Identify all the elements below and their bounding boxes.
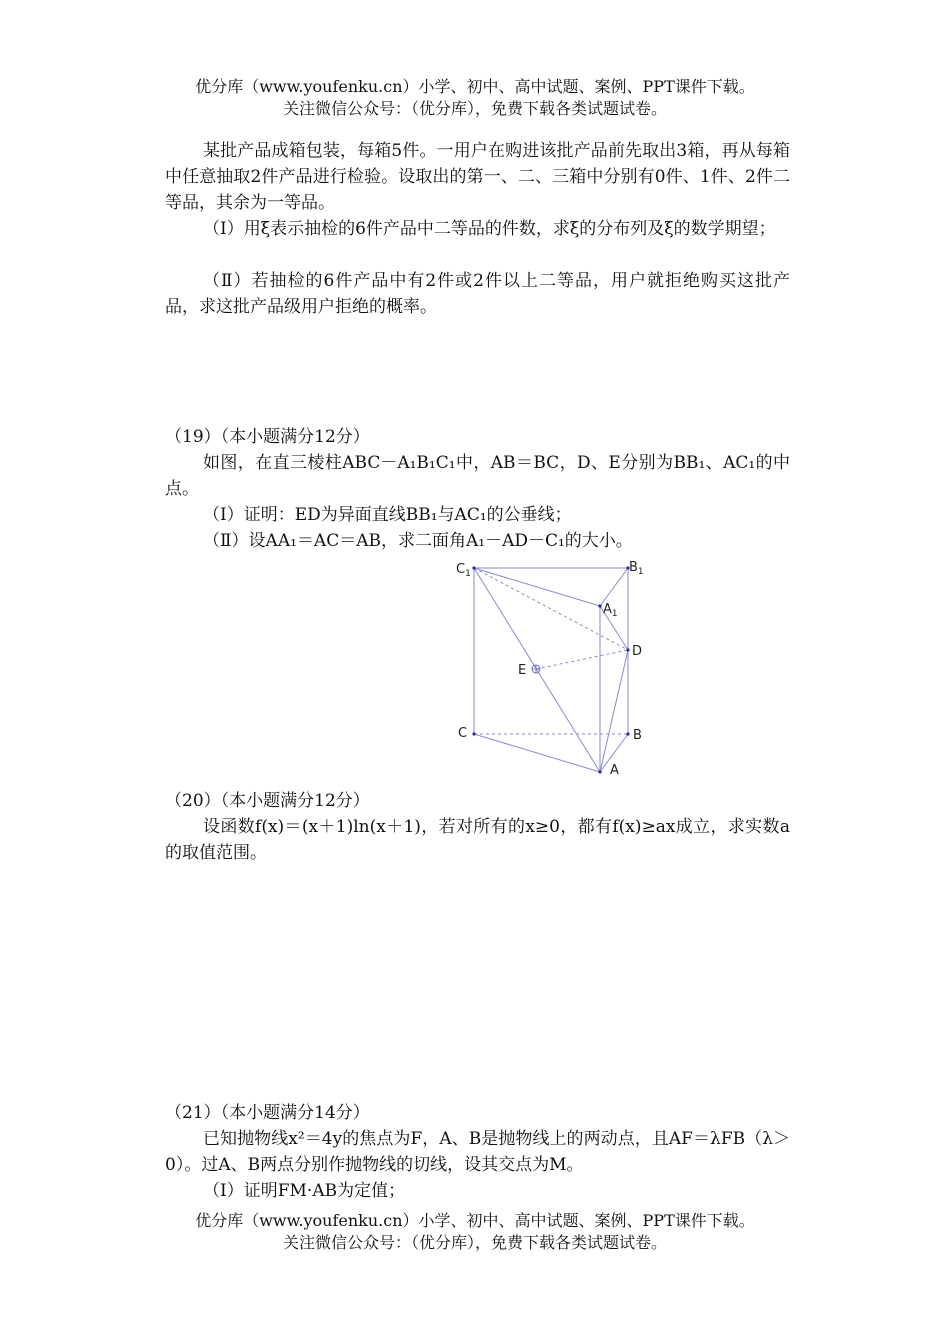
label-b1: $B_1$: [629, 560, 644, 577]
q19-part-1: （Ⅰ）证明：ED为异面直线BB₁与AC₁的公垂线；: [203, 505, 572, 525]
footer-line-2: 关注微信公众号：（优分库），免费下载各类试题试卷。: [282, 1233, 667, 1252]
point-c: [472, 732, 475, 735]
point-a: [598, 770, 601, 773]
q19-title: （19）（本小题满分12分）: [165, 427, 370, 447]
q21-part-1: （Ⅰ）证明FM·AB为定值；: [203, 1181, 406, 1201]
label-d: D: [632, 644, 643, 659]
q19-part-2: （Ⅱ）设AA₁＝AC＝AB，求二面角A₁－AD－C₁的大小。: [203, 531, 633, 551]
point-b: [626, 732, 629, 735]
segment-c1-a: [474, 568, 600, 772]
q20-body: 设函数f(x)＝(x＋1)ln(x＋1)，若对所有的x≥0，都有f(x)≥ax成立，求实数a的取值范围。: [165, 817, 790, 863]
prism-figure: [440, 558, 660, 780]
edge-c1-a1: [474, 568, 600, 606]
label-a1: $A_1$: [603, 602, 618, 619]
label-a: A: [610, 763, 619, 778]
point-e-marker: [532, 665, 540, 673]
q21-title: （21）（本小题满分14分）: [165, 1103, 370, 1123]
q19-intro: 如图，在直三棱柱ABC－A₁B₁C₁中，AB＝BC，D、E分别为BB₁、AC₁的中点。: [165, 453, 790, 499]
header-line-2: 关注微信公众号：（优分库），免费下载各类试题试卷。: [282, 99, 667, 118]
q21-intro: 已知抛物线x²＝4y的焦点为F，A、B是抛物线上的两动点，且AF＝λFB（λ＞0）。过A、B两点分别作抛物线的切线，设其交点为M。: [165, 1129, 790, 1175]
q18-part-2: （Ⅱ）若抽检的6件产品中有2件或2件以上二等品，用户就拒绝购买这批产品，求这批产品级用户拒绝的概率。: [165, 271, 790, 317]
point-c1: [472, 566, 475, 569]
label-c1: $C_1$: [456, 562, 471, 579]
q18-intro: 某批产品成箱包装，每箱5件。一用户在购进该批产品前先取出3箱，再从每箱中任意抽取2件产品进行检验。设取出的第一、二、三箱中分别有0件、1件、2件二等品，其余为一等品。: [165, 141, 790, 213]
q18-part-1: （Ⅰ）用ξ表示抽检的6件产品中二等品的件数，求ξ的分布列及ξ的数学期望；: [203, 219, 776, 239]
segment-e-d: [536, 650, 628, 669]
header-line-1: 优分库（www.youfenku.cn）小学、初中、高中试题、案例、PPT课件下载。: [195, 77, 755, 96]
q20-title: （20）（本小题满分12分）: [165, 791, 370, 811]
footer-line-1: 优分库（www.youfenku.cn）小学、初中、高中试题、案例、PPT课件下载。: [195, 1211, 755, 1230]
point-a1: [598, 604, 601, 607]
point-d: [626, 648, 629, 651]
label-c: C: [458, 726, 468, 741]
label-e: E: [518, 663, 527, 678]
edge-c-a: [474, 734, 600, 772]
label-b: B: [633, 728, 642, 743]
edge-b1-a1: [600, 568, 628, 606]
